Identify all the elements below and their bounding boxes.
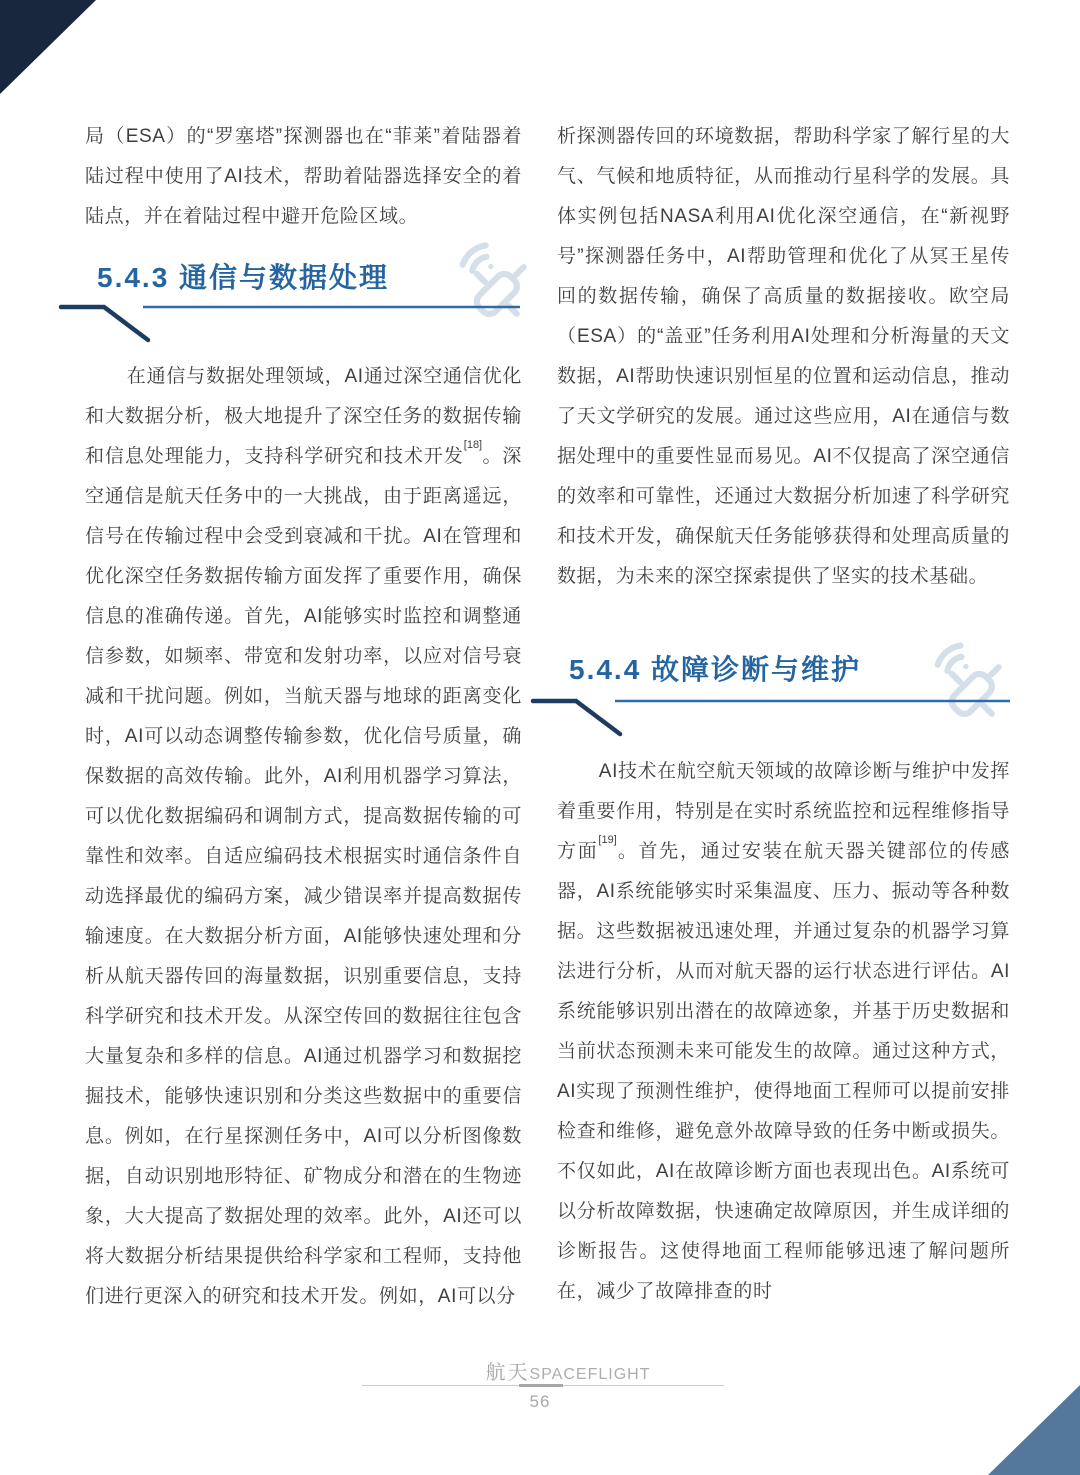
body-text-pre: 在通信与数据处理领域，AI通过深空通信优化和大数据分析，极大地提升了深空任务的数据传输和信息处理能力，支持科学研究和技术开发	[85, 366, 522, 467]
section-heading-5-4-3: 5.4.3 通信与数据处理	[97, 262, 390, 293]
reference-superscript: [18]	[463, 438, 483, 451]
body-text-post: 。深空通信是航天任务中的一大挑战，由于距离遥远，信号在传输过程中会受到衰减和干扰。AI在管理和优化深空任务数据传输方面发挥了重要作用，确保信息的准确传递。首先，AI能够实时监控和调整通信参数，如频率、带宽和发射功率，以应对信号衰减和干扰问题。例如，当航天器与地球的距离变化时，AI可以动态调整传输参数，优化信号质量，确保数据的高效传输。此外，AI利用机器学习算法，可以优化数据编码和调制方式，提高数据传输的可靠性和效率。自适应编码技术根据实时通信条件自动选择最优的编码方案，减少错误率并提高数据传输速度。在大数据分析方面，AI能够快速处理和分析从航天器传回的海量数据，识别重要信息，支持科学研究和技术开发。从深空传回的数据往往包含大量复杂和多样的信息。AI通过机器学习和数据挖掘技术，能够快速识别和分类这些数据中的重要信息。例如，在行星探测任务中，AI可以分析图像数据，自动识别地形特征、矿物成分和潜在的生物迹象，大大提高了数据处理的效率。此外，AI还可以将大数据分析结果提供给科学家和工程师，支持他们进行更深入的研究和技术开发。例如，AI可以分	[85, 446, 522, 1307]
body-text-pre: AI技术在航空航天领域的故障诊断与维护中发挥着重要作用，特别是在实时系统监控和远程维修指导方面	[557, 761, 1010, 862]
corner-triangle-decoration-top-left	[0, 0, 96, 94]
body-paragraph	[557, 752, 1010, 1312]
body-text-post: 。首先，通过安装在航天器关键部位的传感器，AI系统能够实时采集温度、压力、振动等各种数据。这些数据被迅速处理，并通过复杂的机器学习算法进行分析，从而对航天器的运行状态进行评估。AI系统能够识别出潜在的故障迹象，并基于历史数据和当前状态预测未来可能发生的故障。通过这种方式，AI实现了预测性维护，使得地面工程师可以提前安排检查和维修，避免意外故障导致的任务中断或损失。不仅如此，AI在故障诊断方面也表现出色。AI系统可以分析故障数据，快速确定故障原因，并生成详细的诊断报告。这使得地面工程师能够迅速了解问题所在，减少了故障排查的时	[557, 841, 1011, 1302]
continuation-paragraph: 析探测器传回的环境数据，帮助科学家了解行星的大气、气候和地质特征，从而推动行星科学的发展。具体实例包括NASA利用AI优化深空通信，在“新视野号”探测器任务中，AI帮助管理和优化了从冥王星传回的数据传输，确保了高质量的数据接收。欧空局（ESA）的“盖亚”任务利用AI处理和分析海量的天文数据，AI帮助快速识别恒星的位置和运动信息，推动了天文学研究的发展。通过这些应用，AI在通信与数据处理中的重要性显而易见。AI不仅提高了深空通信的效率和可靠性，还通过大数据分析加速了科学研究和技术开发，确保航天任务能够获得和处理高质量的数据，为未来的深空探索提供了坚实的技术基础。	[557, 126, 1010, 587]
body-paragraph	[85, 357, 522, 1317]
intro-paragraph: 局（ESA）的“罗塞塔”探测器也在“菲莱”着陆器着陆过程中使用了AI技术，帮助着陆器选择安全的着陆点，并在着陆过程中避开危险区域。	[85, 126, 522, 227]
section-heading-5-4-4: 5.4.4 故障诊断与维护	[569, 654, 862, 685]
footer-brand	[486, 1356, 651, 1385]
footer-brand-cjk: 航天	[485, 1362, 530, 1384]
footer-divider-tab	[519, 1384, 563, 1387]
reference-superscript: [19]	[598, 833, 617, 846]
footer-brand-latin: SPACEFLIGHT	[529, 1366, 651, 1383]
page-number: 56	[529, 1392, 551, 1411]
heading-rule	[58, 303, 522, 343]
heading-rule	[530, 697, 1012, 737]
